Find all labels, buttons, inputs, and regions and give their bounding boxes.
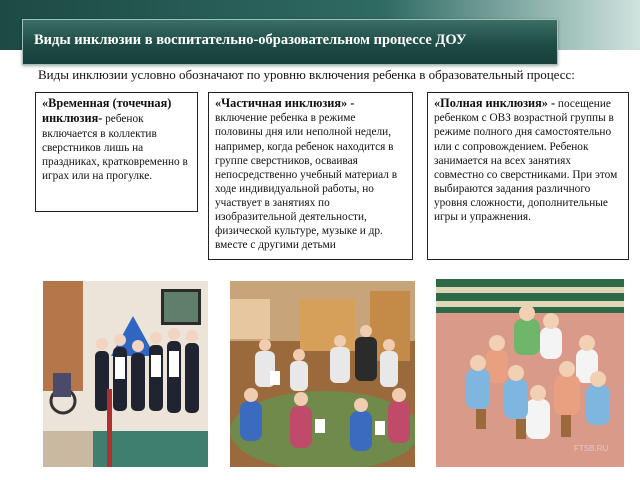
box-title: «Временная (точечная) инклюзия- [42, 96, 172, 126]
partial-inclusion-box [208, 92, 413, 260]
title-bar [22, 19, 558, 65]
box-title: «Полная инклюзия» - [434, 96, 556, 110]
watermark-text: FTSB.RU [574, 444, 609, 453]
box-text: ребенок включается в коллектив сверстников лишь на праздниках, кратковременно в играх или на прогулке. [42, 113, 188, 183]
photo-children-group [436, 279, 624, 467]
box-text: посещение ребенком с ОВЗ возрастной группы в режиме полного дня самостоятельно или с сопровождением. Ребенок занимается на всех занятиях совместно со сверстниками. При этом выбираются задания различного уровня сложности, дополнительные игры и упражнения. [434, 98, 618, 224]
temporary-inclusion-box [35, 92, 198, 212]
photo-children-event [43, 281, 208, 467]
intro-text: Виды инклюзии условно обозначают по уровню включения ребенка в образовательный процесс: [38, 67, 575, 82]
box-title: «Частичная инклюзия» - [215, 96, 355, 110]
photo-children-playroom [230, 281, 415, 467]
box-text: включение ребенка в режиме половины дня или неполной недели, например, когда ребенок находится в группе сверстников, осваивая непосредственно учебный материал в ходе индивидуальной работы, но участвует в занятиях по изобразительной деятельности, физической культуре, музыке и др. вместе с другими детьми [215, 112, 398, 252]
full-inclusion-box [427, 92, 629, 260]
page-title: Виды инклюзии в воспитательно-образовательном процессе ДОУ [34, 32, 467, 48]
